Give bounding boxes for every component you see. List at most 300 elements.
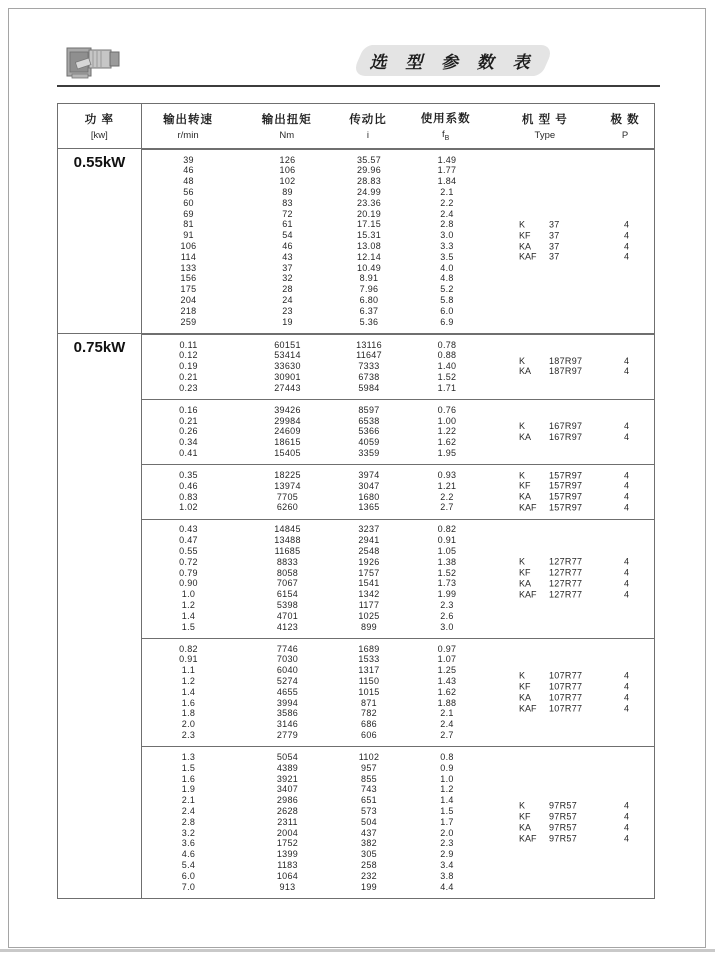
torque-cell: 24 [282,294,293,305]
ratio-cell: 20.19 [356,208,382,219]
speed-cell: 1.6 [181,773,196,784]
torque-cell: 37 [282,262,293,273]
table-row [58,860,654,871]
fb-cell: 1.88 [437,697,457,708]
data-block [58,149,654,333]
type-row [519,692,648,703]
poles-value: 4 [623,811,629,822]
type-code: 187R97 [549,355,583,366]
poles-value: 4 [623,491,629,502]
fb-cell: 1.38 [437,556,457,567]
speed-cell: 0.83 [179,491,198,502]
speed-cell: 1.0 [181,589,196,600]
type-code: 157R97 [549,491,583,502]
fb-cell: 1.21 [437,480,457,491]
speed-cell: 175 [180,284,197,295]
ratio-cell: 1025 [358,610,380,621]
type-code: 157R97 [549,480,583,491]
speed-cell: 1.5 [181,621,196,632]
type-code: 97R57 [549,822,578,833]
table-row [58,317,654,328]
ratio-cell: 1365 [358,502,380,513]
type-prefix: K [519,469,526,480]
speed-cell: 2.4 [181,805,196,816]
table-row [58,176,654,187]
type-prefix: KAF [519,251,537,262]
table-row [58,198,654,209]
torque-cell: 54 [282,230,293,241]
header-poles-zh: 极 数 [610,114,640,126]
torque-cell: 913 [279,881,296,892]
fb-sub: B [444,134,450,142]
speed-cell: 0.12 [179,350,198,361]
ratio-cell: 504 [361,816,377,827]
speed-cell: 0.16 [179,404,198,415]
type-prefix: KF [519,480,531,491]
table-row [58,719,654,730]
ratio-cell: 651 [361,795,377,806]
speed-cell: 0.35 [179,469,198,480]
torque-cell: 18615 [274,437,301,448]
page-bottom-edge [0,949,715,952]
torque-cell: 19 [282,316,293,327]
torque-cell: 3146 [276,719,299,730]
poles-value: 4 [623,670,629,681]
speed-cell: 3.6 [181,838,196,849]
ratio-cell: 6738 [358,371,380,382]
ratio-cell: 5.36 [359,316,379,327]
poles-value: 4 [623,832,629,843]
table-row [58,622,654,633]
torque-cell: 3994 [276,697,299,708]
ratio-cell: 24.99 [356,187,382,198]
torque-cell: 11685 [274,545,301,556]
fb-cell: 0.88 [437,350,457,361]
ratio-cell: 1689 [358,643,380,654]
table-header-row [58,104,654,149]
speed-cell: 204 [180,294,197,305]
fb-cell: 2.4 [440,208,454,219]
torque-cell: 28 [282,284,293,295]
torque-cell: 15405 [274,447,301,458]
poles-value: 4 [623,420,629,431]
fb-cell: 2.8 [440,219,454,230]
ratio-cell: 13.08 [356,241,382,251]
torque-cell: 39426 [274,404,301,415]
ratio-cell: 29.96 [356,165,382,176]
fb-cell: 1.25 [437,665,457,676]
ratio-cell: 5984 [358,382,380,393]
poles-value: 4 [623,822,629,833]
type-prefix: KA [519,822,532,833]
table-row [58,165,654,176]
ratio-cell: 15.31 [356,230,382,241]
fb-cell: 0.91 [437,535,457,546]
speed-cell: 0.23 [179,382,198,393]
fb-cell: 0.78 [437,339,457,350]
type-row [519,578,648,589]
poles-value: 4 [623,431,629,442]
fb-cell: 2.6 [440,610,454,621]
fb-cell: 1.22 [437,426,457,437]
poles-value: 4 [623,567,629,578]
ratio-cell: 1342 [358,589,380,600]
fb-cell: 1.84 [437,176,457,187]
torque-cell: 1183 [277,859,298,870]
type-code: 97R57 [549,811,578,822]
torque-cell: 72 [282,208,293,219]
ratio-cell: 8.91 [359,273,379,284]
fb-cell: 1.62 [437,686,457,697]
header-ratio [338,104,398,148]
type-prefix: KAF [519,702,537,713]
header-ratio-zh: 传动比 [349,114,387,126]
type-code: 127R77 [549,578,583,589]
type-row [519,801,648,812]
ratio-cell: 7333 [358,361,380,372]
type-poles-group [519,421,648,443]
data-block [58,519,654,638]
fb-cell: 5.2 [440,284,454,295]
fb-cell: 1.49 [437,154,457,165]
ratio-cell: 1680 [358,491,380,502]
speed-cell: 4.6 [181,849,196,860]
torque-cell: 3407 [276,784,299,795]
ratio-cell: 382 [361,838,377,849]
torque-cell: 60151 [274,339,301,350]
table-row [58,273,654,284]
fb-cell: 6.9 [440,316,454,327]
type-row [519,568,648,579]
type-poles-group [519,470,648,513]
power-label: 0.55kW [73,154,126,171]
fb-cell: 4.4 [440,881,454,892]
fb-cell: 1.71 [437,382,457,393]
ratio-cell: 28.83 [356,176,382,187]
type-row [519,502,648,513]
fb-cell: 1.62 [437,437,457,448]
header-service-factor-unit [442,129,449,142]
fb-cell: 1.73 [437,578,457,589]
speed-cell: 0.43 [179,524,198,535]
speed-cell: 1.1 [181,665,196,676]
ratio-cell: 12.14 [356,251,382,262]
torque-cell: 3921 [276,773,299,784]
speed-cell: 0.90 [179,578,198,589]
speed-cell: 69 [183,208,194,219]
header-type-zh: 机 型 号 [521,114,568,126]
torque-cell: 13974 [274,480,301,491]
torque-cell: 24609 [274,426,301,437]
torque-cell: 2004 [276,827,299,838]
poles-value: 4 [623,251,629,262]
type-row [519,681,648,692]
header-service-factor-zh: 使用系数 [420,113,471,126]
type-code: 107R77 [549,670,583,681]
fb-base: f [442,129,445,141]
type-code: 157R97 [549,469,583,480]
ratio-cell: 8597 [358,404,380,415]
ratio-cell: 3047 [358,480,380,491]
type-code: 97R57 [549,800,578,811]
table-row [58,644,654,655]
torque-cell: 27443 [274,382,301,393]
fb-cell: 2.3 [440,838,454,849]
ratio-cell: 10.49 [356,262,382,273]
ratio-cell: 1533 [358,654,380,665]
table-row [58,405,654,416]
header-power-unit: [kw] [90,130,108,141]
fb-cell: 0.9 [440,762,454,773]
ratio-cell: 6.37 [359,305,379,316]
speed-cell: 0.34 [179,437,198,448]
type-code: 157R97 [549,502,583,513]
speed-cell: 60 [183,197,194,208]
type-prefix: KAF [519,832,537,843]
table-row [58,524,654,535]
poles-value: 4 [623,241,629,251]
ratio-cell: 1757 [358,567,380,578]
ratio-cell: 437 [361,827,377,838]
table-row [58,306,654,317]
ratio-cell: 573 [361,805,377,816]
ratio-cell: 2941 [358,535,380,546]
type-row [519,432,648,443]
torque-cell: 14845 [274,524,301,535]
type-row [519,703,648,714]
fb-cell: 1.95 [437,447,457,458]
speed-cell: 0.79 [179,567,198,578]
speed-cell: 0.41 [179,447,198,458]
torque-cell: 5398 [276,599,299,610]
fb-cell: 0.93 [437,469,457,480]
poles-value: 4 [623,230,629,241]
power-section [58,149,654,333]
torque-cell: 29984 [274,415,301,426]
fb-cell: 2.3 [440,599,454,610]
gearmotor-photo [64,38,124,84]
speed-cell: 46 [183,165,194,176]
header-speed [141,104,236,148]
ratio-cell: 17.15 [356,219,382,230]
torque-cell: 8833 [276,556,299,567]
type-row [519,219,648,230]
ratio-cell: 4059 [358,437,380,448]
header-type-unit: Type [534,130,556,141]
torque-cell: 23 [282,305,293,316]
ratio-cell: 7.96 [359,284,379,295]
data-block [58,464,654,518]
fb-cell: 1.7 [440,816,454,827]
speed-cell: 3.2 [181,827,196,838]
type-poles-group [519,801,648,844]
type-row [519,241,648,252]
ratio-cell: 3974 [358,469,380,480]
torque-cell: 4389 [276,762,299,773]
torque-cell: 33630 [274,361,301,372]
table-row [58,295,654,306]
ratio-cell: 606 [361,729,377,740]
type-code: 127R77 [549,589,583,600]
speed-cell: 91 [183,230,194,241]
type-prefix: KA [519,692,532,703]
ratio-cell: 686 [361,719,377,730]
type-row [519,230,648,241]
fb-cell: 2.2 [440,491,454,502]
page-title: 选 型 参 数 表 [369,53,537,72]
type-row [519,589,648,600]
table-row [58,654,654,665]
speed-cell: 81 [183,219,194,230]
speed-cell: 1.02 [179,502,198,513]
table-row [58,849,654,860]
ratio-cell: 1177 [358,599,380,610]
type-prefix: KA [519,578,532,589]
speed-cell: 1.4 [181,686,196,697]
poles-value: 4 [623,366,629,377]
header-speed-zh: 输出转速 [163,114,214,126]
torque-cell: 61 [282,219,293,230]
poles-value: 4 [623,702,629,713]
type-code: 107R77 [549,681,583,692]
speed-cell: 39 [183,154,194,165]
poles-value: 4 [623,502,629,513]
speed-cell: 1.9 [181,784,196,795]
torque-cell: 2628 [276,805,299,816]
table-row [58,535,654,546]
fb-cell: 1.43 [437,675,457,686]
type-prefix: KA [519,431,532,442]
type-prefix: KA [519,241,532,251]
type-code: 107R77 [549,702,583,713]
poles-value: 4 [623,578,629,589]
poles-value: 4 [623,800,629,811]
type-prefix: K [519,420,526,431]
fb-cell: 1.40 [437,361,457,372]
type-code: 37 [549,230,560,241]
speed-cell: 133 [180,262,197,273]
table-row [58,546,654,557]
fb-cell: 3.3 [440,241,454,251]
table-row [58,730,654,741]
fb-cell: 1.4 [440,795,454,806]
table-row [58,187,654,198]
type-row [519,421,648,432]
fb-cell: 1.07 [437,654,457,665]
torque-cell: 6154 [276,589,299,600]
speed-cell: 156 [180,273,197,284]
speed-cell: 2.0 [181,719,196,730]
fb-cell: 1.0 [440,773,454,784]
torque-cell: 7067 [276,578,299,589]
table-row [58,752,654,763]
type-poles-group [519,356,648,378]
speed-cell: 218 [180,305,197,316]
ratio-cell: 1015 [358,686,380,697]
fb-cell: 5.8 [440,294,454,305]
torque-cell: 5274 [276,675,299,686]
type-poles-group [519,219,648,262]
type-row [519,356,648,367]
fb-cell: 1.99 [437,589,457,600]
ratio-cell: 258 [361,859,377,870]
table-row [58,284,654,295]
ratio-cell: 957 [361,762,377,773]
type-prefix: K [519,219,526,230]
fb-cell: 2.4 [440,719,454,730]
ratio-cell: 1317 [358,665,380,676]
fb-cell: 0.76 [437,404,457,415]
header-power-zh: 功 率 [84,114,114,126]
fb-cell: 0.82 [437,524,457,535]
torque-cell: 7030 [276,654,299,665]
torque-cell: 2986 [276,795,299,806]
fb-cell: 3.4 [440,859,454,870]
speed-cell: 6.0 [181,870,196,881]
table-row [58,448,654,459]
torque-cell: 4123 [276,621,299,632]
ratio-cell: 6.80 [359,294,379,305]
speed-cell: 5.4 [181,859,196,870]
speed-cell: 0.26 [179,426,198,437]
ratio-cell: 232 [361,870,377,881]
torque-cell: 43 [282,251,293,262]
fb-cell: 6.0 [440,305,454,316]
header-torque [235,104,338,148]
torque-cell: 89 [282,187,293,198]
speed-cell: 2.3 [181,729,196,740]
type-prefix: KA [519,491,532,502]
speed-cell: 2.1 [181,795,196,806]
header-type [494,104,597,148]
type-code: 37 [549,251,560,262]
type-poles-group [519,557,648,600]
fb-cell: 2.7 [440,729,454,740]
type-row [519,252,648,263]
torque-cell: 7746 [276,643,299,654]
table-row [58,763,654,774]
torque-cell: 106 [279,165,296,176]
fb-cell: 1.5 [440,805,454,816]
speed-cell: 0.47 [179,535,198,546]
speed-cell: 7.0 [181,881,196,892]
ratio-cell: 855 [361,773,377,784]
speed-cell: 0.19 [179,361,198,372]
power-label: 0.75kW [73,339,126,356]
ratio-cell: 23.36 [356,197,382,208]
fb-cell: 3.5 [440,251,454,262]
ratio-cell: 13116 [356,339,382,350]
speed-cell: 1.5 [181,762,196,773]
fb-cell: 1.52 [437,371,457,382]
speed-cell: 259 [180,316,197,327]
table-row [58,263,654,274]
selection-table [57,103,655,899]
ratio-cell: 899 [361,621,377,632]
table-row [58,340,654,351]
speed-cell: 56 [183,187,194,198]
header-service-factor [398,104,494,148]
type-code: 167R97 [549,431,583,442]
type-code: 97R57 [549,832,578,843]
type-prefix: KA [519,366,532,377]
table-row [58,871,654,882]
speed-cell: 1.3 [181,751,196,762]
ratio-cell: 3237 [358,524,380,535]
poles-value: 4 [623,469,629,480]
type-code: 37 [549,241,560,251]
type-row [519,470,648,481]
